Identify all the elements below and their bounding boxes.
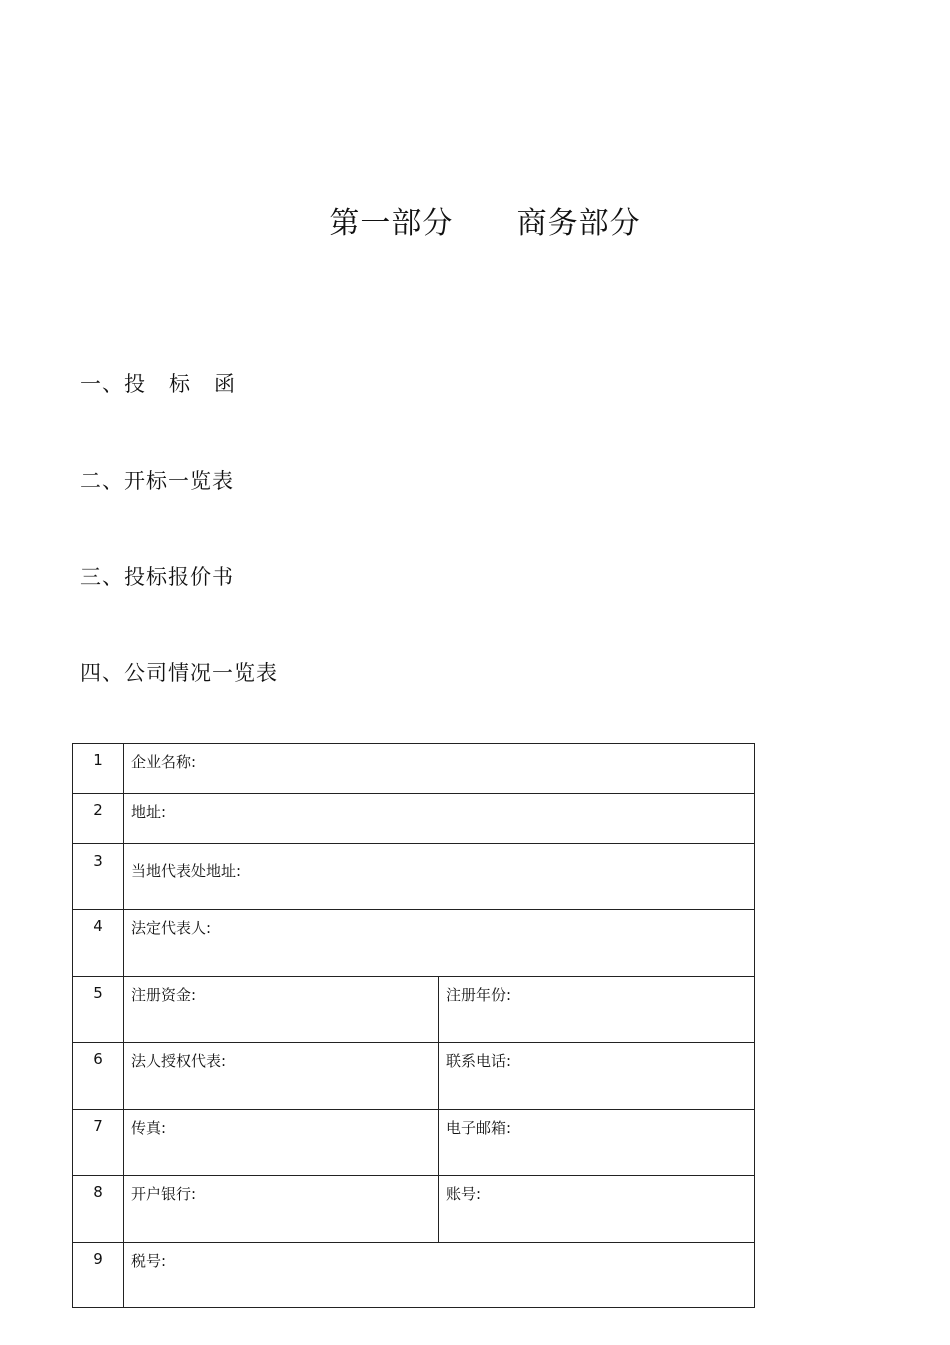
table-row — [73, 794, 755, 844]
row-number-cell — [73, 1243, 124, 1308]
legal-representative-field — [124, 910, 755, 977]
table-row — [73, 1043, 755, 1110]
tax-id-field — [124, 1243, 755, 1308]
field-label: 税号: — [131, 1252, 167, 1270]
table-row — [73, 1243, 755, 1308]
contact-phone-field — [439, 1043, 755, 1110]
section-heading-company-overview: 四、公司情况一览表 — [80, 661, 278, 685]
row-number: 6 — [93, 1050, 103, 1068]
table-row — [73, 977, 755, 1043]
email-field — [439, 1110, 755, 1176]
table-row — [73, 1176, 755, 1243]
field-label: 注册资金: — [131, 986, 197, 1004]
field-label: 注册年份: — [446, 986, 512, 1004]
registration-year-field — [439, 977, 755, 1043]
account-number-field — [439, 1176, 755, 1243]
field-label: 开户银行: — [131, 1185, 197, 1203]
field-label: 账号: — [446, 1185, 482, 1203]
field-label: 法人授权代表: — [131, 1052, 227, 1070]
section-heading-bid-opening-summary: 二、开标一览表 — [80, 469, 234, 493]
row-number: 9 — [93, 1250, 103, 1268]
row-number: 3 — [93, 852, 103, 870]
section-heading-bid-letter: 一、投 标 函 — [80, 372, 237, 396]
address-field — [124, 794, 755, 844]
table-row — [73, 844, 755, 910]
field-label: 法定代表人: — [131, 919, 212, 937]
field-label: 电子邮箱: — [446, 1119, 512, 1137]
row-number: 1 — [93, 751, 103, 769]
field-label: 地址: — [131, 803, 167, 821]
row-number-cell — [73, 844, 124, 910]
table-row — [73, 1110, 755, 1176]
row-number-cell — [73, 1176, 124, 1243]
company-name-field — [124, 744, 755, 794]
row-number-cell — [73, 1110, 124, 1176]
company-info-table — [72, 743, 755, 1308]
row-number: 5 — [93, 984, 103, 1002]
field-label: 联系电话: — [446, 1052, 512, 1070]
section-heading-quotation: 三、投标报价书 — [80, 565, 234, 589]
row-number-cell — [73, 977, 124, 1043]
row-number-cell — [73, 744, 124, 794]
row-number-cell — [73, 1043, 124, 1110]
local-office-address-field — [124, 844, 755, 910]
authorized-representative-field — [124, 1043, 439, 1110]
field-label: 当地代表处地址: — [131, 862, 242, 880]
fax-field — [124, 1110, 439, 1176]
bank-field — [124, 1176, 439, 1243]
row-number: 8 — [93, 1183, 103, 1201]
row-number: 2 — [93, 801, 103, 819]
row-number-cell — [73, 794, 124, 844]
field-label: 传真: — [131, 1119, 167, 1137]
row-number: 4 — [93, 917, 103, 935]
row-number: 7 — [93, 1117, 103, 1135]
table-row — [73, 744, 755, 794]
registered-capital-field — [124, 977, 439, 1043]
row-number-cell — [73, 910, 124, 977]
page-title: 第一部分 商务部分 — [329, 206, 641, 241]
field-label: 企业名称: — [131, 753, 197, 771]
table-row — [73, 910, 755, 977]
